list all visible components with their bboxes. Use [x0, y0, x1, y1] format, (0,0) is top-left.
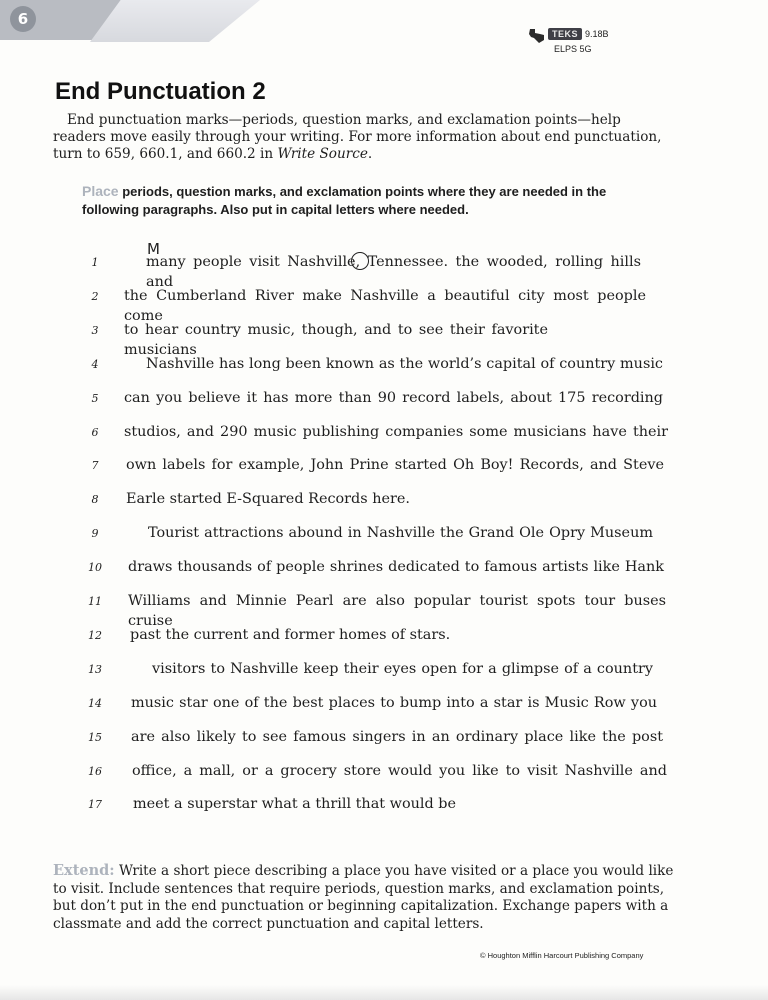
passage-line [0, 794, 768, 814]
passage-line [0, 761, 768, 781]
line-number: 14 [88, 696, 102, 710]
passage-line [0, 455, 768, 475]
line-text: are also likely to see famous singers in an ordinary place like the post [131, 728, 663, 745]
handwritten-correction: M [147, 240, 160, 258]
teks-code: 9.18B [585, 29, 609, 39]
line-number: 1 [91, 256, 99, 269]
standards-label [528, 28, 609, 44]
intro-text: End punctuation marks—periods, question marks, and exclamation points—help readers move easily through your writing. For more information about end punctuation, turn to 659, 660.1, and 660.2 in [53, 112, 662, 162]
passage-line [0, 320, 768, 358]
line-text: many people visit Nashville, Tennessee. the wooded, rolling hills and [146, 254, 641, 290]
source-title: Write Source [277, 146, 368, 162]
extend-lead: Extend: [53, 862, 115, 879]
line-text: can you believe it has more than 90 record labels, about 175 recording [124, 389, 663, 406]
line-number: 15 [88, 730, 102, 744]
extend-text: Write a short piece describing a place you have visited or a place you would like to visit. Include sentences that require periods, question marks, and exclamation points, but don’t put in the end punctuation or beginning capitalization. Exchange papers with a classmate and add the correct punctuation and capital letters. [53, 863, 674, 932]
instruction-text: periods, question marks, and exclamation points where they are needed in the following paragraphs. Also put in capital letters where needed. [82, 184, 607, 217]
instruction [82, 182, 662, 219]
line-text: draws thousands of people shrines dedicated to famous artists like Hank [128, 559, 664, 576]
line-text: own labels for example, John Prine started Oh Boy! Records, and Steve [126, 457, 664, 474]
page-edge [0, 985, 768, 1000]
line-text: Nashville has long been known as the world’s capital of country music [146, 355, 663, 372]
line-text: studios, and 290 music publishing companies some musicians have their [124, 423, 668, 440]
passage-line [0, 286, 768, 324]
passage-line [0, 523, 768, 543]
line-number: 8 [91, 493, 99, 507]
passage-line [0, 388, 768, 408]
line-text: office, a mall, or a grocery store would you like to visit Nashville and [132, 762, 667, 779]
line-number: 2 [91, 289, 99, 303]
passage-line [0, 591, 768, 629]
copyright: © Houghton Mifflin Harcourt Publishing Company [480, 951, 644, 960]
page-number: 6 [10, 6, 36, 32]
line-number: 10 [88, 561, 102, 575]
passage-line [0, 557, 768, 577]
line-number: 13 [88, 662, 102, 676]
passage-line [0, 625, 768, 645]
line-number: 16 [88, 764, 102, 778]
intro-end: . [367, 146, 373, 162]
line-text: visitors to Nashville keep their eyes open for a glimpse of a country [152, 660, 653, 677]
line-text: Williams and Minnie Pearl are also popular tourist spots tour buses cruise [128, 593, 666, 629]
line-text: past the current and former homes of stars. [130, 626, 451, 643]
line-text: the Cumberland River make Nashville a beautiful city most people come [124, 287, 646, 324]
instruction-lead: Place [82, 183, 119, 199]
passage-line [0, 727, 768, 747]
line-number: 3 [91, 323, 99, 337]
line-text: to hear country music, though, and to see their favorite musicians [124, 321, 548, 358]
line-number: 5 [91, 391, 99, 405]
teks-badge: TEKS [548, 28, 582, 40]
line-text: music star one of the best places to bump into a star is Music Row you [131, 694, 657, 711]
passage-line [0, 252, 768, 290]
extend-activity [53, 862, 675, 933]
passage-line [0, 489, 768, 509]
line-number: 17 [88, 798, 102, 812]
line-number: 11 [88, 595, 102, 608]
intro-paragraph [53, 112, 665, 163]
line-text: Tourist attractions abound in Nashville the Grand Ole Opry Museum [148, 525, 653, 542]
elps-code: ELPS 5G [554, 44, 592, 54]
line-text: meet a superstar what a thrill that would be [133, 796, 456, 813]
page-title: End Punctuation 2 [55, 78, 266, 105]
line-number: 6 [91, 425, 99, 439]
circled-period-mark [351, 252, 369, 270]
passage-line [0, 659, 768, 679]
line-number: 12 [88, 628, 102, 642]
passage-line [0, 693, 768, 713]
line-text: Earle started E-Squared Records here. [126, 491, 410, 508]
passage-line [0, 422, 768, 442]
line-number: 7 [91, 459, 99, 473]
line-number: 4 [91, 357, 99, 371]
line-number: 9 [91, 527, 99, 541]
texas-icon [528, 28, 546, 44]
passage-line [0, 354, 768, 374]
